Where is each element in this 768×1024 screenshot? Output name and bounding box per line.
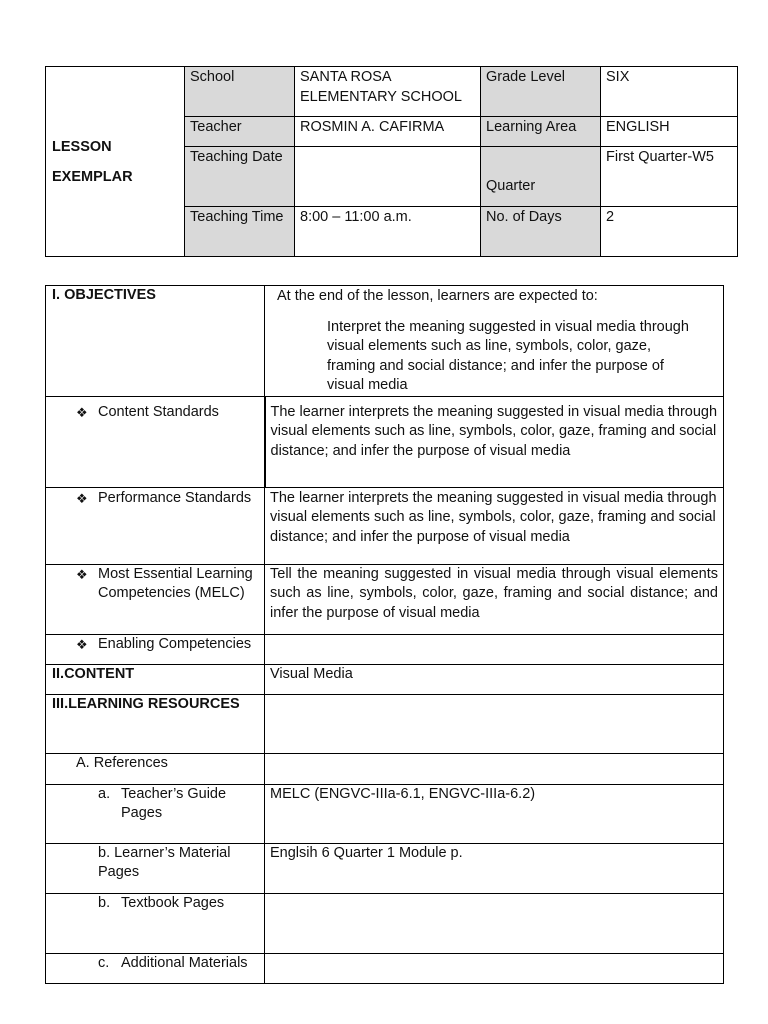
textbook-pages-value <box>265 893 724 953</box>
enabling-competencies-row <box>46 634 724 664</box>
bullet-icon: ❖ <box>76 404 88 420</box>
content-standards-value: The learner interprets the meaning suggested in visual media through visual elements such as line, symbols, color, gaze, framing and social distance; and infer the purpose of visual media <box>265 396 724 487</box>
teaching-date-value <box>295 147 481 207</box>
enabling-competencies-value <box>265 634 724 664</box>
performance-standards-label: Performance Standards <box>98 489 252 506</box>
objectives-body: Interpret the meaning suggested in visual media through visual elements such as line, symbols, color, gaze, framing and social distance; and infer the purpose of visual media <box>327 318 689 393</box>
teaching-date-label: Teaching Date <box>185 147 295 207</box>
textbook-pages-number: b. <box>98 894 111 911</box>
textbook-pages-row <box>46 893 724 953</box>
melc-row <box>46 564 724 634</box>
objectives-label: I. OBJECTIVES <box>46 286 265 397</box>
additional-materials-number: c. <box>98 954 110 971</box>
quarter-value: First Quarter-W5 <box>601 147 738 207</box>
content-standards-row <box>46 396 724 487</box>
performance-standards-label-cell <box>46 487 265 564</box>
learners-material-label: b. Learner’s Material Pages <box>46 843 265 893</box>
title-line-1: LESSON <box>52 139 112 155</box>
learning-resources-label: III.LEARNING RESOURCES <box>46 694 265 753</box>
learning-resources-value <box>265 694 724 753</box>
bullet-icon: ❖ <box>76 490 88 506</box>
quarter-label: Quarter <box>481 147 601 207</box>
objectives-intro: At the end of the lesson, learners are expected to: <box>277 288 598 304</box>
textbook-pages-label-cell <box>46 893 265 953</box>
no-of-days-label: No. of Days <box>481 207 601 257</box>
lesson-exemplar-title <box>46 67 185 257</box>
additional-materials-row <box>46 953 724 983</box>
enabling-competencies-label-cell <box>46 634 265 664</box>
textbook-pages-label: Textbook Pages <box>121 894 225 911</box>
learning-area-label: Learning Area <box>481 117 601 147</box>
learning-area-value: ENGLISH <box>601 117 738 147</box>
content-standards-label: Content Standards <box>98 403 219 420</box>
content-row <box>46 664 724 694</box>
title-line-2: EXEMPLAR <box>52 169 133 185</box>
teaching-time-label: Teaching Time <box>185 207 295 257</box>
content-label: II.CONTENT <box>46 664 265 694</box>
teachers-guide-number: a. <box>98 785 111 802</box>
performance-standards-row <box>46 487 724 564</box>
melc-label: Most Essential Learning Competencies (MELC) <box>98 565 253 601</box>
performance-standards-value: The learner interprets the meaning suggested in visual media through visual elements such as line, symbols, color, gaze, framing and social distance; and infer the purpose of visual media <box>265 487 724 564</box>
learners-material-value: Englsih 6 Quarter 1 Module p. <box>265 843 724 893</box>
teachers-guide-label-cell <box>46 784 265 843</box>
objectives-cell <box>265 286 724 397</box>
grade-level-label: Grade Level <box>481 67 601 117</box>
references-label: A. References <box>46 753 265 784</box>
learning-resources-row <box>46 694 724 753</box>
lesson-plan-table <box>45 285 724 984</box>
content-standards-label-cell <box>46 396 265 487</box>
school-value: SANTA ROSA ELEMENTARY SCHOOL <box>295 67 481 117</box>
teacher-label: Teacher <box>185 117 295 147</box>
additional-materials-label: Additional Materials <box>121 954 248 971</box>
lesson-header-table <box>45 66 738 257</box>
teachers-guide-label: Teacher’s Guide Pages <box>121 785 227 821</box>
learners-material-row <box>46 843 724 893</box>
teachers-guide-value: MELC (ENGVC-IIIa-6.1, ENGVC-IIIa-6.2) <box>265 784 724 843</box>
additional-materials-label-cell <box>46 953 265 983</box>
references-row <box>46 753 724 784</box>
melc-label-cell <box>46 564 265 634</box>
bullet-icon: ❖ <box>76 636 88 652</box>
melc-value: Tell the meaning suggested in visual media through visual elements such as line, symbols, color, gaze, framing and social distance; and infer the purpose of visual media <box>265 564 724 634</box>
teacher-value: ROSMIN A. CAFIRMA <box>295 117 481 147</box>
grade-level-value: SIX <box>601 67 738 117</box>
school-label: School <box>185 67 295 117</box>
bullet-icon: ❖ <box>76 566 88 582</box>
additional-materials-value <box>265 953 724 983</box>
enabling-competencies-label: Enabling Competencies <box>98 635 252 652</box>
teaching-time-value: 8:00 – 11:00 a.m. <box>295 207 481 257</box>
no-of-days-value: 2 <box>601 207 738 257</box>
references-value <box>265 753 724 784</box>
teachers-guide-row <box>46 784 724 843</box>
content-value: Visual Media <box>265 664 724 694</box>
objectives-row <box>46 286 724 397</box>
